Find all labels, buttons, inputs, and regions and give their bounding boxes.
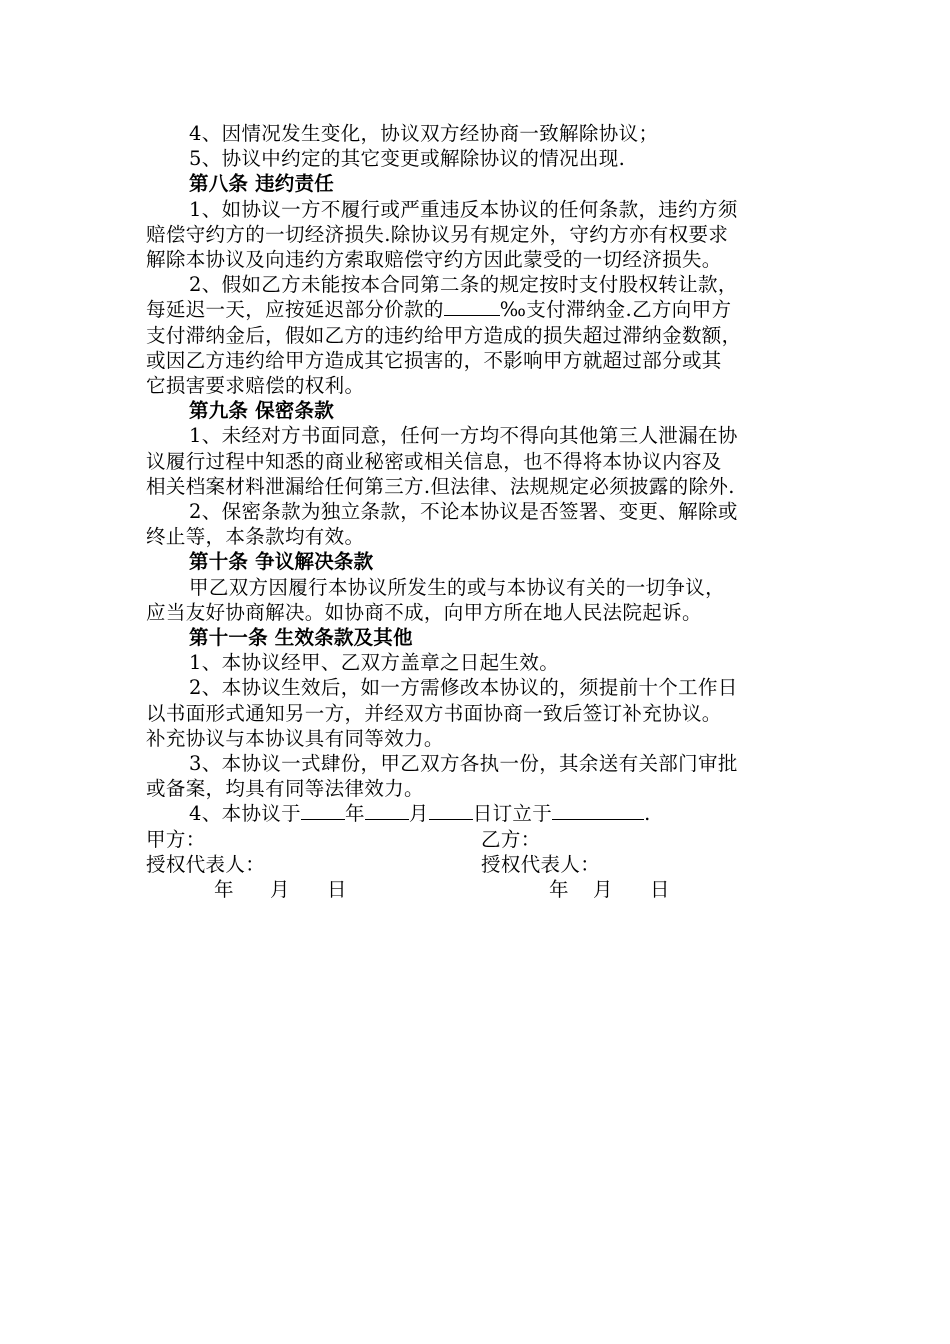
blank-field[interactable] bbox=[444, 297, 500, 316]
contract-page bbox=[146, 121, 814, 902]
day-blank[interactable] bbox=[429, 801, 473, 820]
clause-line: 补充协议与本协议具有同等效力。 bbox=[146, 726, 444, 750]
clause-line: 1、本协议经甲、乙双方盖章之日起生效。 bbox=[189, 651, 560, 675]
party-a-year: 年 bbox=[214, 878, 234, 902]
clause-line: 甲乙双方因履行本协议所发生的或与本协议有关的一切争议， bbox=[189, 575, 725, 599]
month-blank[interactable] bbox=[365, 801, 409, 820]
signature-rep-row bbox=[146, 852, 814, 877]
article-8-heading: 第八条 违约责任 bbox=[189, 172, 334, 196]
signature-party-row bbox=[146, 827, 814, 852]
clause-text: 日订立于 bbox=[472, 802, 553, 826]
clause-line: 以书面形式通知另一方，并经双方书面协商一致后签订补充协议。 bbox=[146, 701, 722, 725]
party-a-day: 日 bbox=[327, 878, 347, 902]
party-a-rep-label: 授权代表人： bbox=[146, 852, 266, 876]
clause-line: 议履行过程中知悉的商业秘密或相关信息，也不得将本协议内容及 bbox=[146, 449, 722, 473]
clause-line bbox=[146, 297, 814, 322]
party-b-year: 年 bbox=[549, 878, 569, 902]
party-b-label: 乙方： bbox=[481, 827, 541, 851]
party-a-month: 月 bbox=[270, 878, 290, 902]
clause-line: 支付滞纳金后，假如乙方的违约给甲方造成的损失超过滞纳金数额， bbox=[146, 323, 742, 347]
clause-text: 月 bbox=[408, 802, 429, 826]
place-blank[interactable] bbox=[552, 801, 644, 820]
clause-line: 1、未经对方书面同意，任何一方均不得向其他第三人泄漏在协 bbox=[189, 424, 738, 448]
clause-line: 应当友好协商解决。如协商不成，向甲方所在地人民法院起诉。 bbox=[146, 600, 702, 624]
clause-line: 1、如协议一方不履行或严重违反本协议的任何条款，违约方须 bbox=[189, 197, 738, 221]
clause-text: 每延迟一天，应按延迟部分价款的 bbox=[146, 298, 444, 322]
clause-line: 2、假如乙方未能按本合同第二条的规定按时支付股权转让款， bbox=[189, 273, 738, 297]
clause-line: 它损害要求赔偿的权利。 bbox=[146, 374, 365, 398]
date-place-line bbox=[146, 801, 814, 826]
clause-text: 年 bbox=[345, 802, 365, 826]
clause-line: 赔偿守约方的一切经济损失.除协议另有规定外，守约方亦有权要求 bbox=[146, 222, 729, 246]
party-a-label: 甲方： bbox=[146, 827, 206, 851]
clause-text: ‰支付滞纳金.乙方向甲方 bbox=[499, 298, 732, 322]
article-9-heading: 第九条 保密条款 bbox=[189, 399, 334, 423]
signature-date-row bbox=[146, 877, 814, 902]
clause-text: 4、本协议于 bbox=[189, 802, 302, 826]
clause-line: 2、本协议生效后，如一方需修改本协议的，须提前十个工作日 bbox=[189, 676, 738, 700]
clause-line: 或备案，均具有同等法律效力。 bbox=[146, 777, 424, 801]
party-b-month: 月 bbox=[593, 878, 613, 902]
article-10-heading: 第十条 争议解决条款 bbox=[189, 550, 374, 574]
party-b-day: 日 bbox=[650, 878, 670, 902]
year-blank[interactable] bbox=[301, 801, 345, 820]
article-11-heading: 第十一条 生效条款及其他 bbox=[189, 626, 413, 650]
clause-line: 或因乙方违约给甲方造成其它损害的，不影响甲方就超过部分或其 bbox=[146, 348, 722, 372]
clause-text: . bbox=[644, 802, 651, 826]
clause-line: 相关档案材料泄漏给任何第三方.但法律、法规规定必须披露的除外. bbox=[146, 474, 735, 498]
clause-line: 解除本协议及向违约方索取赔偿守约方因此蒙受的一切经济损失。 bbox=[146, 248, 722, 272]
clause-line: 2、保密条款为独立条款，不论本协议是否签署、变更、解除或 bbox=[189, 500, 738, 524]
party-b-rep-label: 授权代表人： bbox=[481, 852, 601, 876]
clause-line: 4、因情况发生变化，协议双方经协商一致解除协议； bbox=[189, 122, 659, 145]
clause-line: 终止等，本条款均有效。 bbox=[146, 525, 365, 549]
clause-line: 3、本协议一式肆份，甲乙双方各执一份，其余送有关部门审批 bbox=[189, 752, 738, 776]
clause-line: 5、协议中约定的其它变更或解除协议的情况出现. bbox=[189, 147, 626, 171]
